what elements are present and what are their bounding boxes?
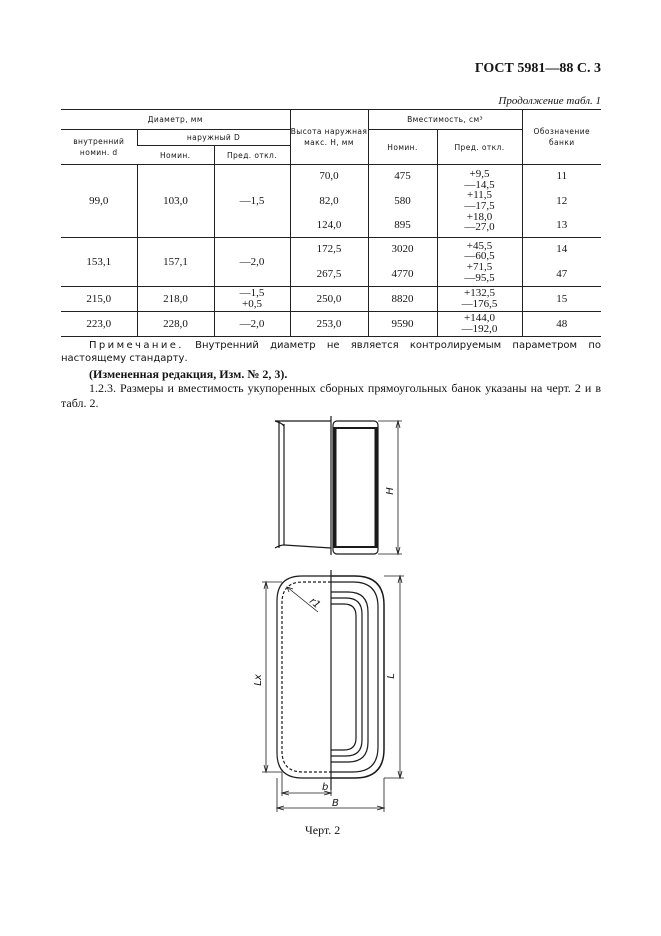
height-value: 70,0 xyxy=(319,169,339,182)
height-value: 82,0 xyxy=(319,194,339,207)
capacity-value: 580 xyxy=(394,194,411,207)
edition-note: (Измененная редакция, Изм. № 2, 3). xyxy=(89,367,288,381)
dimension-lx xyxy=(262,582,282,772)
inner-diameter: 153,1 xyxy=(61,238,137,287)
outer-diameter: 228,0 xyxy=(137,312,214,337)
label-lx: Lx xyxy=(253,674,264,686)
side-view-exterior xyxy=(275,416,331,555)
header-cap-nomin: Номин. xyxy=(368,130,437,165)
height-value: 172,5 xyxy=(316,243,342,256)
header-designation: Обозначение банки xyxy=(522,110,601,165)
note-label: Примечание. xyxy=(89,340,184,351)
page-header: ГОСТ 5981—88 С. 3 xyxy=(474,61,601,76)
outer-limit: —1,5 xyxy=(214,165,290,238)
height-value: 250,0 xyxy=(290,287,368,312)
limit-minus: —176,5 xyxy=(461,298,498,310)
limit-plus: +18,0 xyxy=(466,210,493,223)
label-B: B xyxy=(332,798,339,809)
limit-plus: +132,5 xyxy=(464,287,496,300)
height-value: 267,5 xyxy=(316,268,342,280)
inner-diameter: 223,0 xyxy=(61,312,137,337)
designation-value: 12 xyxy=(556,194,568,207)
limit-plus: +144,0 xyxy=(464,312,496,325)
designation-value: 13 xyxy=(556,219,568,232)
label-b: b xyxy=(322,782,329,793)
label-l: L xyxy=(386,673,397,679)
header-diameter: Диаметр, мм xyxy=(61,110,290,130)
limit-plus: +45,5 xyxy=(466,239,493,252)
table-continuation-label: Продолжение табл. 1 xyxy=(498,95,601,107)
limit-plus: +9,5 xyxy=(469,168,490,181)
header-inner: внутренний номин. d xyxy=(61,130,137,165)
header-nomin: Номин. xyxy=(137,146,214,165)
capacity-value: 4770 xyxy=(391,268,414,280)
height-value: 253,0 xyxy=(290,312,368,337)
designation-value: 15 xyxy=(522,287,601,312)
side-view-section xyxy=(333,421,378,554)
outer-limit-2: +0,5 xyxy=(242,298,262,310)
limit-minus: —60,5 xyxy=(464,250,495,263)
capacity-value: 895 xyxy=(394,219,411,232)
designation-value: 47 xyxy=(556,268,568,280)
limit-minus: —17,5 xyxy=(464,200,495,212)
inner-diameter: 215,0 xyxy=(61,287,137,312)
outer-diameter: 103,0 xyxy=(137,165,214,238)
note-text: Внутренний диаметр не является контролируемым параметром по настоящему стандарту. xyxy=(61,340,601,364)
header-limit: Пред. откл. xyxy=(214,146,290,165)
limit-minus: —95,5 xyxy=(464,271,495,284)
outer-diameter: 218,0 xyxy=(137,287,214,312)
header-capacity: Вместимость, см³ xyxy=(368,110,522,130)
designation-value: 14 xyxy=(556,243,568,256)
outer-diameter: 157,1 xyxy=(137,238,214,287)
limit-minus: —14,5 xyxy=(464,178,495,191)
capacity-value: 3020 xyxy=(391,243,414,256)
figure-caption: Черт. 2 xyxy=(305,823,341,837)
inner-diameter: 99,0 xyxy=(61,165,137,238)
capacity-value: 8820 xyxy=(368,287,437,312)
label-h: H xyxy=(385,487,396,495)
outer-limit: —1,5 xyxy=(239,287,265,300)
header-cap-limit: Пред. откл. xyxy=(437,130,522,165)
limit-plus: +71,5 xyxy=(466,261,493,273)
paragraph-1-2-3: 1.2.3. Размеры и вместимость укупоренных сборных прямоугольных банок указаны на черт. 2 и в табл. 2. xyxy=(61,381,601,410)
height-value: 124,0 xyxy=(316,219,342,232)
capacity-value: 475 xyxy=(394,169,411,182)
designation-value: 48 xyxy=(522,312,601,337)
limit-plus: +11,5 xyxy=(467,189,493,202)
label-r1: r1 xyxy=(307,595,323,612)
top-view xyxy=(277,570,384,790)
header-height: Высота наружная макс. H, мм xyxy=(290,110,368,165)
outer-limit: —2,0 xyxy=(214,238,290,287)
capacity-value: 9590 xyxy=(368,312,437,337)
designation-value: 11 xyxy=(556,169,568,182)
outer-limit: —2,0 xyxy=(214,312,290,337)
limit-minus: —27,0 xyxy=(464,221,495,234)
header-outer: наружный D xyxy=(137,130,290,146)
limit-minus: —192,0 xyxy=(461,323,498,335)
